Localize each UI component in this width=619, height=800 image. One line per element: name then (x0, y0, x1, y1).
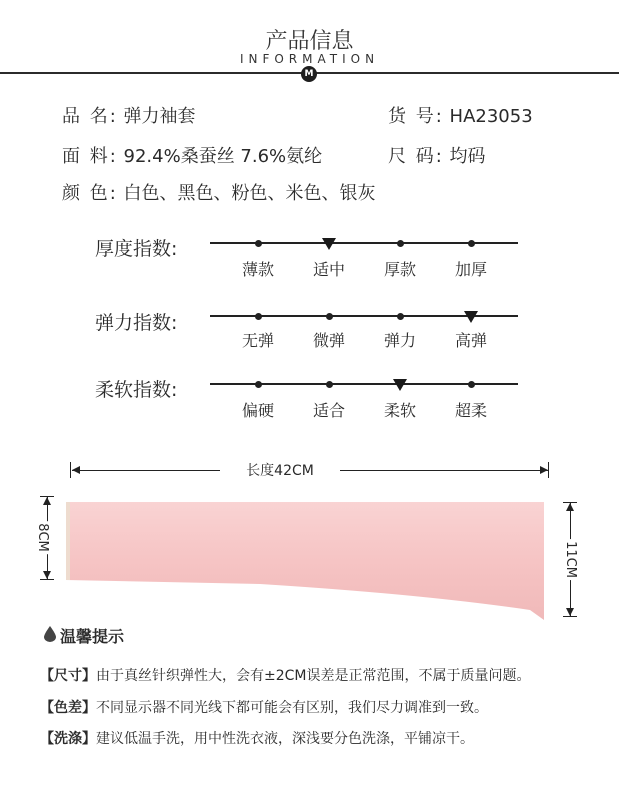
thickness-label: 厚度指数: (95, 238, 178, 260)
softness-option-3: 柔软 (383, 401, 416, 420)
code-label: 货 号: (388, 106, 444, 127)
softness-option-1: 偏硬 (241, 401, 274, 420)
thickness-option-2: 适中 (312, 260, 345, 279)
elasticity-option-2: 微弹 (312, 331, 345, 350)
color-value: 白色、黑色、粉色、米色、银灰 (123, 183, 376, 204)
info-material (62, 142, 322, 168)
elasticity-label: 弹力指数: (95, 312, 178, 334)
page-subtitle: INFORMATION (239, 52, 380, 66)
selected-marker-icon (464, 311, 478, 323)
left-arrow-down-icon (43, 571, 51, 579)
size-value: 均码 (449, 146, 486, 167)
softness-label: 柔软指数: (95, 379, 178, 401)
sleeve-image (60, 490, 550, 620)
selected-marker-icon (393, 379, 407, 391)
page-title: 产品信息 (265, 29, 354, 54)
note-color-text: 不同显示器不同光线下都可能会有区别，我们尽力调准到一致。 (96, 700, 488, 716)
info-color (62, 179, 376, 205)
name-label: 品 名: (62, 106, 118, 127)
note-size-tag: 【尺寸】 (40, 668, 96, 684)
scale-dot (397, 240, 404, 247)
thickness-option-1: 薄款 (241, 260, 274, 279)
name-value: 弹力袖套 (123, 106, 196, 127)
length-label: 长度42CM (220, 460, 340, 480)
material-value: 92.4%桑蚕丝 7.6%氨纶 (123, 146, 323, 167)
note-wash-tag: 【洗涤】 (40, 731, 96, 747)
elasticity-option-3: 弹力 (383, 331, 416, 350)
size-label: 尺 码: (388, 146, 444, 167)
note-wash-text: 建议低温手洗，用中性洗衣液，深浅要分色洗涤，平铺凉干。 (96, 731, 474, 747)
note-color-diff (40, 697, 488, 717)
left-height-label: 8CM (34, 523, 50, 552)
right-arrow-down-icon (566, 608, 574, 616)
softness-option-2: 适合 (312, 401, 345, 420)
length-tick-left (70, 462, 71, 478)
material-label: 面 料: (62, 146, 118, 167)
right-height-label: 11CM (562, 541, 578, 578)
info-name (62, 102, 196, 128)
length-tick-right (548, 462, 549, 478)
scale-dot (397, 313, 404, 320)
selected-marker-icon (322, 238, 336, 250)
length-arrow-right-icon (540, 466, 548, 474)
thickness-option-3: 厚款 (383, 260, 416, 279)
scale-dot (468, 240, 475, 247)
left-tick-bottom (40, 579, 54, 580)
info-code (388, 102, 533, 128)
elasticity-option-1: 无弹 (241, 331, 274, 350)
scale-dot (326, 381, 333, 388)
info-size (388, 142, 486, 168)
code-value: HA23053 (449, 106, 533, 127)
right-arrow-up-icon (566, 503, 574, 511)
scale-dot (255, 381, 262, 388)
scale-dot (326, 313, 333, 320)
scale-dot (468, 381, 475, 388)
elasticity-option-4: 高弹 (454, 331, 487, 350)
right-tick-bottom (563, 616, 577, 617)
color-label: 颜 色: (62, 183, 118, 204)
note-color-tag: 【色差】 (40, 700, 96, 716)
header-badge: M (301, 66, 317, 82)
note-wash (40, 728, 474, 748)
scale-dot (255, 240, 262, 247)
notes-heading: 温馨提示 (60, 627, 125, 646)
water-drop-icon (44, 626, 56, 642)
note-size-text: 由于真丝针织弹性大，会有±2CM误差是正常范围，不属于质量问题。 (96, 668, 531, 684)
length-arrow-left-icon (72, 466, 80, 474)
left-arrow-up-icon (43, 497, 51, 505)
note-size (40, 665, 531, 685)
softness-option-4: 超柔 (454, 401, 487, 420)
scale-dot (255, 313, 262, 320)
thickness-option-4: 加厚 (454, 260, 487, 279)
